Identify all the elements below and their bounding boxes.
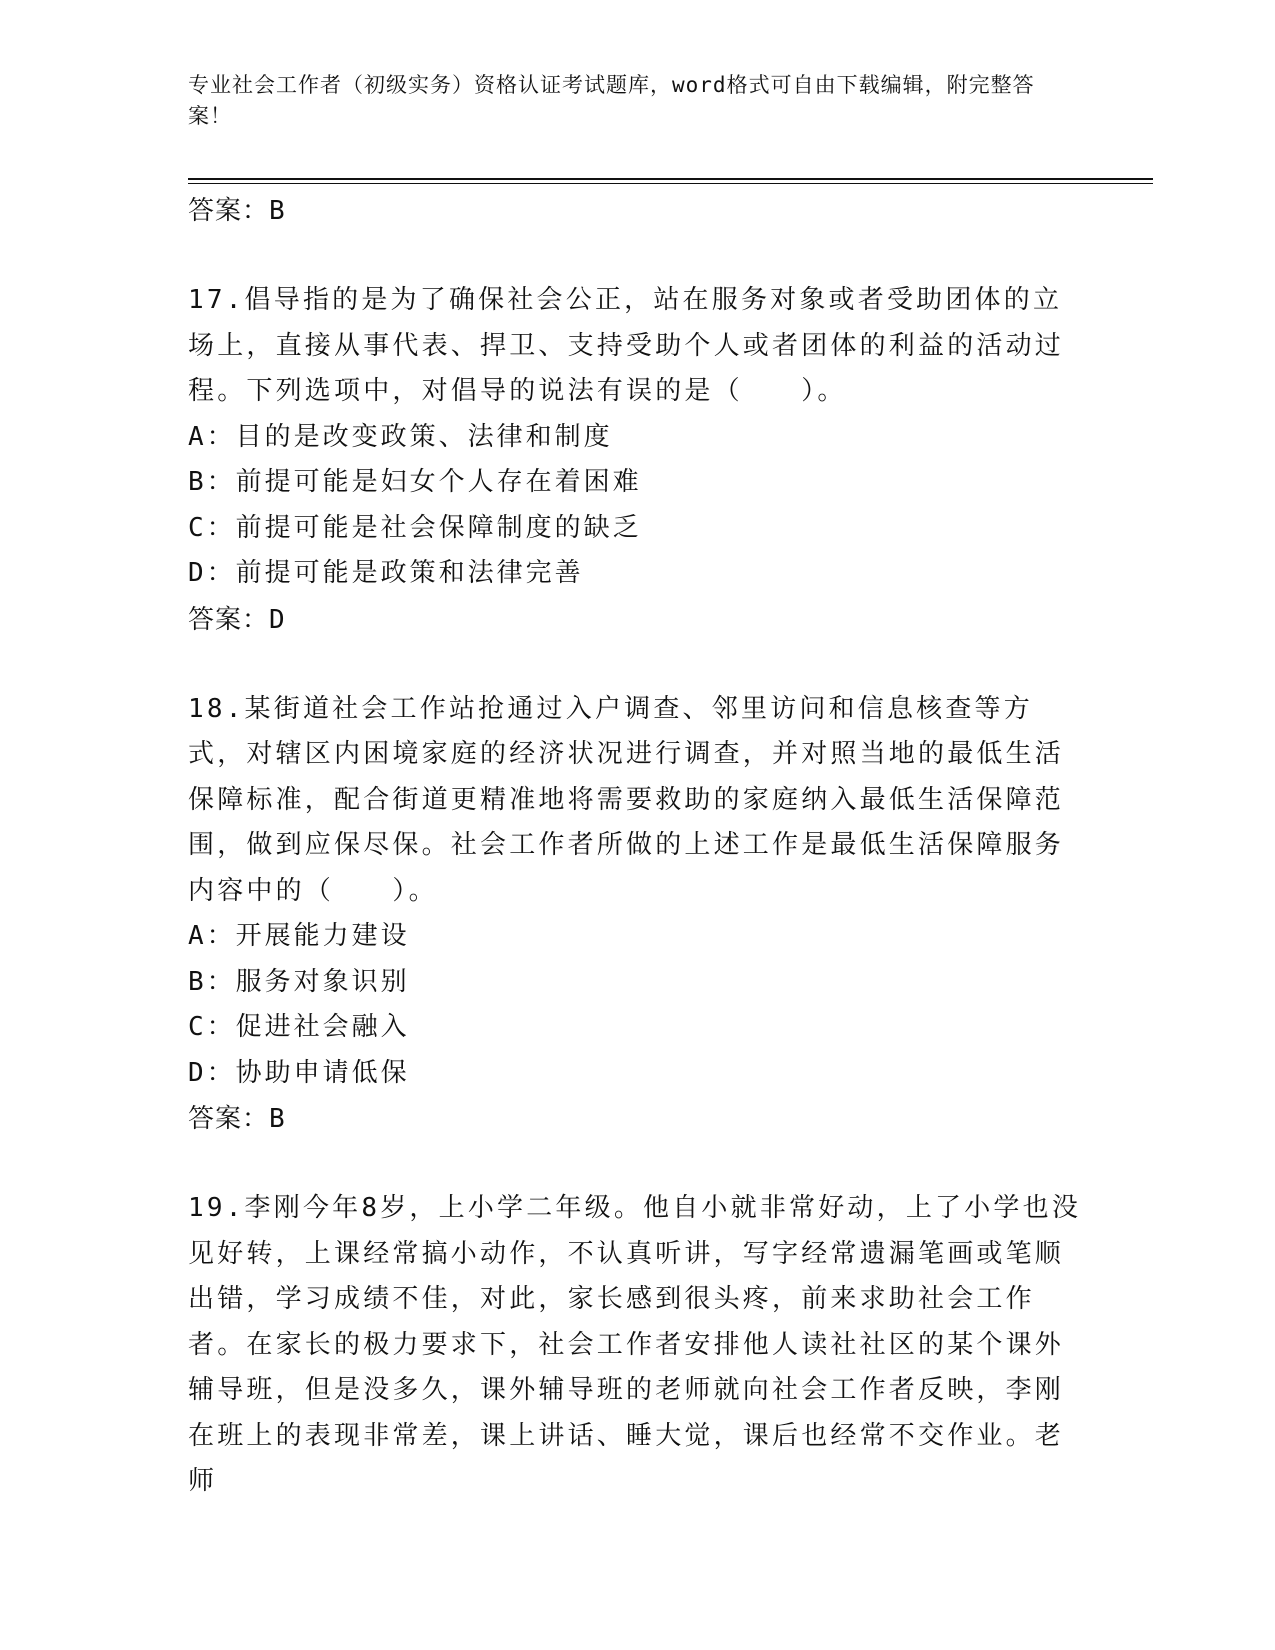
option-a: A：开展能力建设: [188, 921, 410, 951]
answer-line: 答案：B: [188, 196, 286, 226]
option-d: D：协助申请低保: [188, 1057, 410, 1088]
question-19: [188, 1186, 1088, 1505]
option-d: D：前提可能是政策和法律完善: [188, 558, 584, 588]
answer-line: 答案：B: [188, 1104, 286, 1134]
answer-line: 答案：D: [188, 604, 286, 635]
question-stem: 17.倡导指的是为了确保社会公正，站在服务对象或者受助团体的立场上，直接从事代表、捍卫、支持受助个人或者团体的利益的活动过程。下列选项中，对倡导的说法有误的是（ ）。: [188, 285, 1065, 406]
document-body: [188, 188, 1088, 1505]
option-c: C：前提可能是社会保障制度的缺乏: [188, 512, 642, 543]
question-18: [188, 687, 1088, 1143]
question-stem: 19.李刚今年8岁，上小学二年级。他自小就非常好动，上了小学也没见好转，上课经常搞小动作，不认真听讲，写字经常遗漏笔画或笔顺出错，学习成绩不佳，对此，家长感到很头疼，前来求助社会工作者。在家长的极力要求下，社会工作者安排他人读社社区的某个课外辅导班，但是没多久，课外辅导班的老师就向社会工作者反映，李刚在班上的表现非常差，课上讲话、睡大觉，课后也经常不交作业。老师: [188, 1193, 1082, 1496]
option-b: B：服务对象识别: [188, 966, 410, 997]
option-a: A：目的是改变政策、法律和制度: [188, 421, 613, 452]
question-stem: 18.某街道社会工作站抢通过入户调查、邻里访问和信息核查等方式，对辖区内困境家庭的经济状况进行调查，并对照当地的最低生活保障标准，配合街道更精准地将需要救助的家庭纳入最低生活保障范围，做到应保尽保。社会工作者所做的上述工作是最低生活保障服务内容中的（ ）。: [188, 693, 1065, 906]
question-17: [188, 278, 1088, 643]
header-rule-thick: [188, 178, 1153, 180]
page-header: 专业社会工作者（初级实务）资格认证考试题库，word格式可自由下载编辑，附完整答案！: [188, 73, 1035, 128]
header-rule-thin: [188, 183, 1153, 184]
option-b: B：前提可能是妇女个人存在着困难: [188, 467, 642, 497]
option-c: C：促进社会融入: [188, 1012, 410, 1042]
